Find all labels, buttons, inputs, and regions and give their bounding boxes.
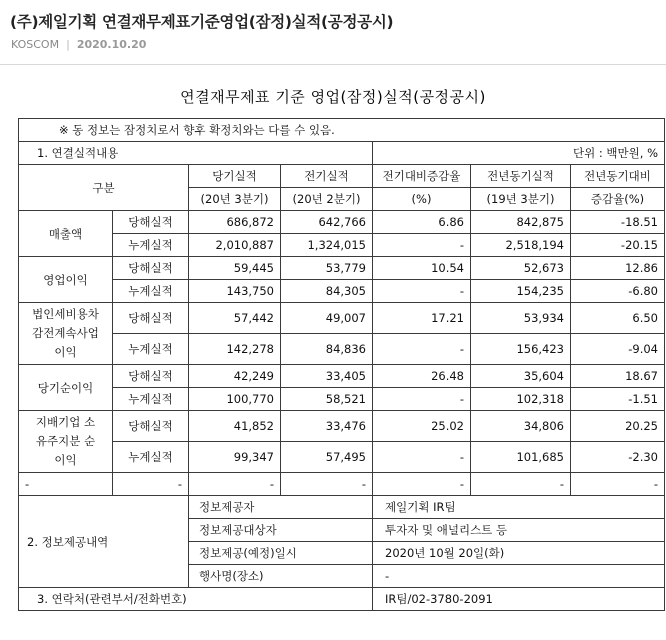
cell-yoy-period: 52,673 xyxy=(471,257,571,280)
cell-yoy-period: 101,685 xyxy=(471,442,571,473)
cell-qoq: 6.86 xyxy=(373,211,471,234)
qoq-header: 전기대비증감율 xyxy=(373,165,471,188)
row-label-operating-profit: 영업이익 xyxy=(19,257,113,303)
row-label-line: 지배기업 소 xyxy=(35,415,96,429)
cell-current: 686,872 xyxy=(189,211,281,234)
cell-qoq: - xyxy=(373,473,471,496)
row-label-dash: - xyxy=(19,473,113,496)
cell-previous: 49,007 xyxy=(281,303,373,334)
cell-yoy-period: 154,235 xyxy=(471,280,571,303)
table-row xyxy=(19,257,665,280)
contact-row xyxy=(19,588,665,611)
current-header-sub: (20년 3분기) xyxy=(189,188,281,211)
cell-yoy-period: 35,604 xyxy=(471,365,571,388)
row-label-line: 이익 xyxy=(54,453,77,467)
period-label: 당해실적 xyxy=(113,211,189,234)
notice-text: ※ 동 정보는 잠정치로서 향후 확정치와는 다를 수 있음. xyxy=(19,119,665,142)
earnings-table xyxy=(18,118,665,611)
cell-qoq: - xyxy=(373,334,471,365)
info-label: 행사명(장소) xyxy=(189,565,373,588)
cell-yoy-period: 156,423 xyxy=(471,334,571,365)
cell-yoy-period: - xyxy=(471,473,571,496)
cell-yoy-period: 2,518,194 xyxy=(471,234,571,257)
unit-label: 단위 : 백만원, % xyxy=(373,142,665,165)
cell-previous: 33,476 xyxy=(281,411,373,442)
publish-date: 2020.10.20 xyxy=(76,38,147,51)
row-label-revenue: 매출액 xyxy=(19,211,113,257)
cell-current: 59,445 xyxy=(189,257,281,280)
cell-previous: 642,766 xyxy=(281,211,373,234)
table-row xyxy=(19,234,665,257)
previous-header-sub: (20년 2분기) xyxy=(281,188,373,211)
info-value: - xyxy=(373,565,665,588)
yoy-header-sub: 증감율(%) xyxy=(571,188,665,211)
cell-qoq: - xyxy=(373,388,471,411)
cell-yoy: 12.86 xyxy=(571,257,665,280)
previous-header: 전기실적 xyxy=(281,165,373,188)
cell-qoq: 17.21 xyxy=(373,303,471,334)
cell-yoy-period: 34,806 xyxy=(471,411,571,442)
row-label-line: 유주지분 순 xyxy=(35,434,96,448)
info-row xyxy=(19,496,665,519)
section2-label: 2. 정보제공내역 xyxy=(19,496,189,588)
table-row xyxy=(19,280,665,303)
info-label: 정보제공대상자 xyxy=(189,519,373,542)
cell-qoq: 25.02 xyxy=(373,411,471,442)
section1-row xyxy=(19,142,665,165)
table-row xyxy=(19,388,665,411)
cell-yoy: -20.15 xyxy=(571,234,665,257)
cell-current: 57,442 xyxy=(189,303,281,334)
cell-current: 142,278 xyxy=(189,334,281,365)
cell-current: - xyxy=(189,473,281,496)
source-label: KOSCOM xyxy=(11,38,60,51)
cell-current: 100,770 xyxy=(189,388,281,411)
cell-yoy: 20.25 xyxy=(571,411,665,442)
row-label-pretax-income xyxy=(19,303,113,365)
cell-previous: 53,779 xyxy=(281,257,373,280)
section1-label: 1. 연결실적내용 xyxy=(19,142,373,165)
row-label-net-income: 당기순이익 xyxy=(19,365,113,411)
cell-current: 2,010,887 xyxy=(189,234,281,257)
table-row xyxy=(19,442,665,473)
table-row xyxy=(19,334,665,365)
division-header: 구분 xyxy=(19,165,189,211)
cell-qoq: 26.48 xyxy=(373,365,471,388)
row-label-line: 이익 xyxy=(54,345,77,359)
info-value: 투자자 및 애널리스트 등 xyxy=(373,519,665,542)
cell-current: 143,750 xyxy=(189,280,281,303)
info-label: 정보제공자 xyxy=(189,496,373,519)
cell-yoy: 6.50 xyxy=(571,303,665,334)
table-row xyxy=(19,211,665,234)
yoy-period-header-sub: (19년 3분기) xyxy=(471,188,571,211)
table-row xyxy=(19,365,665,388)
table-row xyxy=(19,473,665,496)
period-label: 당해실적 xyxy=(113,365,189,388)
cell-yoy-period: 842,875 xyxy=(471,211,571,234)
row-label-controlling-net-income xyxy=(19,411,113,473)
cell-yoy-period: 53,934 xyxy=(471,303,571,334)
period-label: 누계실적 xyxy=(113,442,189,473)
table-row xyxy=(19,303,665,334)
cell-yoy-period: 102,318 xyxy=(471,388,571,411)
cell-yoy: -1.51 xyxy=(571,388,665,411)
cell-qoq: - xyxy=(373,442,471,473)
document-title: 연결재무제표 기준 영업(잠정)실적(공정공시) xyxy=(180,88,486,106)
cell-qoq: - xyxy=(373,280,471,303)
cell-previous: 58,521 xyxy=(281,388,373,411)
yoy-period-header: 전년동기실적 xyxy=(471,165,571,188)
cell-previous: - xyxy=(281,473,373,496)
disclosure-meta xyxy=(11,38,146,51)
qoq-header-sub: (%) xyxy=(373,188,471,211)
row-label-line: 법인세비용차 xyxy=(32,307,99,321)
cell-qoq: 10.54 xyxy=(373,257,471,280)
section3-label: 3. 연락처(관련부서/전화번호) xyxy=(19,588,373,611)
period-label: 당해실적 xyxy=(113,411,189,442)
table-row xyxy=(19,411,665,442)
cell-current: 99,347 xyxy=(189,442,281,473)
disclosure-header xyxy=(0,0,666,65)
cell-previous: 84,305 xyxy=(281,280,373,303)
info-label: 정보제공(예정)일시 xyxy=(189,542,373,565)
cell-current: 42,249 xyxy=(189,365,281,388)
yoy-header: 전년동기대비 xyxy=(571,165,665,188)
period-label: - xyxy=(113,473,189,496)
period-label: 누계실적 xyxy=(113,234,189,257)
info-value: 2020년 10월 20일(화) xyxy=(373,542,665,565)
cell-previous: 57,495 xyxy=(281,442,373,473)
row-label-line: 감전계속사업 xyxy=(32,326,99,340)
period-label: 당해실적 xyxy=(113,303,189,334)
cell-yoy: 18.67 xyxy=(571,365,665,388)
cell-qoq: - xyxy=(373,234,471,257)
cell-yoy: -6.80 xyxy=(571,280,665,303)
cell-previous: 1,324,015 xyxy=(281,234,373,257)
cell-previous: 33,405 xyxy=(281,365,373,388)
cell-yoy: -2.30 xyxy=(571,442,665,473)
column-header-row-1 xyxy=(19,165,665,188)
cell-yoy: - xyxy=(571,473,665,496)
notice-row xyxy=(19,119,665,142)
period-label: 당해실적 xyxy=(113,257,189,280)
cell-previous: 84,836 xyxy=(281,334,373,365)
period-label: 누계실적 xyxy=(113,334,189,365)
current-header: 당기실적 xyxy=(189,165,281,188)
cell-yoy: -18.51 xyxy=(571,211,665,234)
disclosure-title: (주)제일기획 연결재무제표기준영업(잠정)실적(공정공시) xyxy=(10,13,394,31)
meta-separator: | xyxy=(66,38,70,51)
info-value: 제일기획 IR팀 xyxy=(373,496,665,519)
period-label: 누계실적 xyxy=(113,388,189,411)
cell-yoy: -9.04 xyxy=(571,334,665,365)
period-label: 누계실적 xyxy=(113,280,189,303)
contact-value: IR팀/02-3780-2091 xyxy=(373,588,665,611)
cell-current: 41,852 xyxy=(189,411,281,442)
